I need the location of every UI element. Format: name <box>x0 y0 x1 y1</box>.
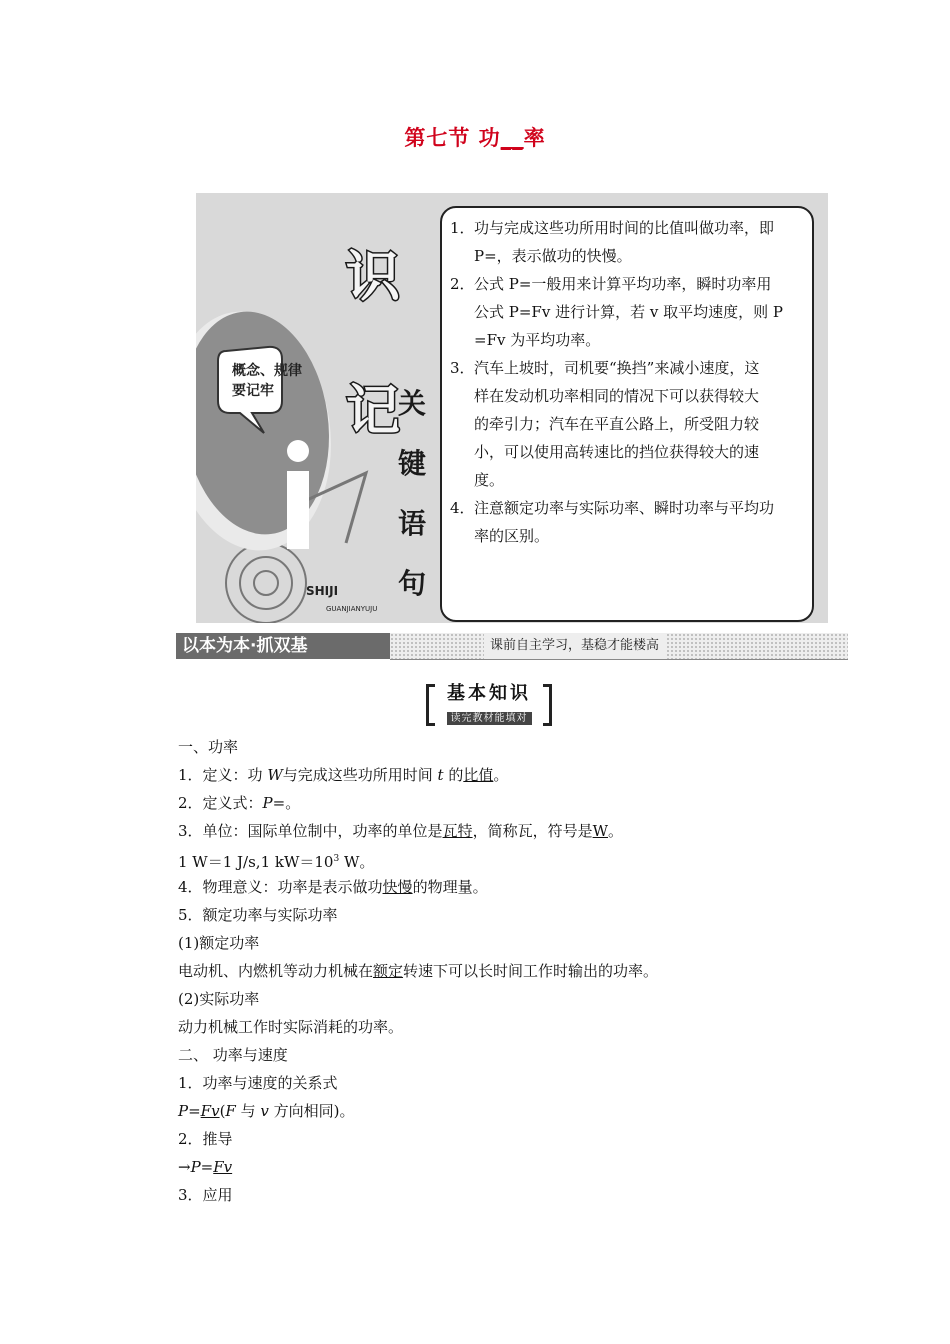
answer-Fv <box>213 1158 232 1176</box>
badge-left-bracket <box>426 684 435 726</box>
big-char-1: 识 <box>346 245 400 308</box>
key-item-line: 率的区别。 <box>474 527 550 545</box>
logo-subtext: GUANJIANYUJU <box>326 605 378 613</box>
relation-formula <box>178 1097 818 1125</box>
key-item-line: 公式 P=Fv 进行计算，若 v 取平均速度，则 P <box>474 303 783 321</box>
unit-line <box>178 817 818 845</box>
target-ring-inner <box>254 571 278 595</box>
title-rest: 率 <box>523 126 546 150</box>
key-sentences-box <box>440 206 814 622</box>
text: 与 <box>235 1102 261 1120</box>
key-item <box>450 214 804 270</box>
key-item-line: P=，表示做功的快慢。 <box>474 247 632 265</box>
bubble-text-1: 概念、规律 <box>232 363 302 379</box>
title-main: 第七节 功 <box>404 126 501 150</box>
section-bar-title: 以本为本·抓双基 <box>176 633 390 659</box>
exponent: 3 <box>333 854 340 864</box>
key-item-number: 3． <box>450 359 475 377</box>
answer-ratio: 比值 <box>463 766 494 784</box>
var-Fv: Fv <box>200 1102 220 1120</box>
key-item-number: 2． <box>450 275 475 293</box>
key-item-line: =Fv 为平均功率。 <box>474 331 601 349</box>
text: 2．定义式： <box>178 794 263 812</box>
key-item-text <box>474 214 804 270</box>
actual-power-text: 动力机械工作时实际消耗的功率。 <box>178 1018 404 1036</box>
key-item-line: 的牵引力；汽车在平直公路上，所受阻力较 <box>474 415 760 433</box>
answer-W: W <box>592 822 608 840</box>
text: ( <box>219 1102 226 1120</box>
relation-heading: 1．功率与速度的关系式 <box>178 1074 338 1092</box>
side-char-4: 句 <box>398 567 427 600</box>
key-item-line: 小，可以使用高转速比的挡位获得较大的速 <box>474 443 760 461</box>
section-bar-strip <box>390 633 848 660</box>
title-underscore: __ <box>500 126 524 150</box>
heading-power-speed: 二、 功率与速度 <box>178 1046 288 1064</box>
rated-power-text <box>178 957 818 985</box>
var-v: v <box>260 1102 269 1120</box>
section-bar-slogan: 课前自主学习，基稳才能楼高 <box>484 633 665 659</box>
var-Fv: Fv <box>213 1158 233 1176</box>
basic-knowledge-badge <box>426 682 552 722</box>
text: = <box>188 1102 201 1120</box>
text: 的 <box>443 766 464 784</box>
definition-line <box>178 761 818 789</box>
derivation-formula <box>178 1153 818 1181</box>
key-item-text <box>474 270 804 354</box>
rated-actual-heading: 5．额定功率与实际功率 <box>178 906 338 924</box>
key-item-line: 度。 <box>474 471 505 489</box>
text: 与完成这些功所用时间 <box>282 766 438 784</box>
var-P: P <box>178 1102 189 1120</box>
derivation-heading: 2．推导 <box>178 1130 233 1148</box>
big-char-2: 记 <box>346 379 400 442</box>
meaning-line <box>178 873 818 901</box>
text: 3．单位：国际单位制中，功率的单位是 <box>178 822 443 840</box>
text: =。 <box>272 794 301 812</box>
key-item-text <box>474 494 804 550</box>
text: 转速下可以长时间工作时输出的功率。 <box>403 962 659 980</box>
text: 电动机、内燃机等动力机械在 <box>178 962 374 980</box>
text: 方向相同)。 <box>268 1102 355 1120</box>
logo-text: SHIJI <box>306 584 339 598</box>
target-ring-outer <box>226 543 306 623</box>
text: = <box>200 1158 214 1176</box>
heading-power: 一、功率 <box>178 738 239 756</box>
text: 1 W＝1 J/s,1 kW＝10 <box>178 853 334 871</box>
var-F: F <box>225 1102 236 1120</box>
key-item-line: 公式 P=一般用来计算平均功率，瞬时功率用 <box>474 275 772 293</box>
key-item-line: 汽车上坡时，司机要“换挡”来减小速度，这 <box>474 359 760 377</box>
var-W: W <box>267 766 283 784</box>
text: 4．物理意义：功率是表示做功 <box>178 878 383 896</box>
key-item-line: 注意额定功率与实际功率、瞬时功率与平均功 <box>474 499 775 517</box>
var-P: P <box>262 794 273 812</box>
text: 1．定义：功 <box>178 766 268 784</box>
side-char-2: 键 <box>398 447 427 480</box>
formula-line <box>178 789 818 817</box>
answer-watt: 瓦特 <box>442 822 473 840</box>
text: W。 <box>339 853 375 871</box>
actual-power-heading: (2)实际功率 <box>178 990 260 1008</box>
text: 。 <box>493 766 509 784</box>
answer-speed: 快慢 <box>382 878 413 896</box>
rated-power-heading: (1)额定功率 <box>178 934 260 952</box>
key-item-line: 功与完成这些功所用时间的比值叫做功率，即 <box>474 219 775 237</box>
knowledge-content <box>178 733 818 1209</box>
key-item-line: 样在发动机功率相同的情况下可以获得较大 <box>474 387 760 405</box>
key-item-text <box>474 354 804 494</box>
key-item <box>450 494 804 550</box>
bubble-text-2: 要记牢 <box>232 383 274 399</box>
page-title <box>0 122 950 152</box>
answer-Fv <box>201 1102 220 1120</box>
badge-subtitle: 读完教材能填对 <box>447 712 532 725</box>
application-heading: 3．应用 <box>178 1186 233 1204</box>
var-P: P <box>190 1158 201 1176</box>
key-item-number: 4． <box>450 499 475 517</box>
key-item-number: 1． <box>450 219 475 237</box>
info-bar <box>287 471 309 549</box>
side-char-1: 关 <box>398 387 427 420</box>
key-item <box>450 270 804 354</box>
badge-title: 基本知识 <box>447 683 531 704</box>
text: ，简称瓦，符号是 <box>472 822 593 840</box>
var-t: t <box>437 766 444 784</box>
side-char-3: 语 <box>398 507 427 540</box>
text: 。 <box>608 822 624 840</box>
badge-right-bracket <box>543 684 552 726</box>
answer-rated: 额定 <box>373 962 404 980</box>
target-ring-mid <box>240 557 292 609</box>
arrow: → <box>178 1158 191 1176</box>
section-bar <box>176 633 848 659</box>
key-item <box>450 354 804 494</box>
text: 的物理量。 <box>412 878 488 896</box>
unit-conversion-line <box>178 845 818 873</box>
info-dot <box>287 440 309 462</box>
oval-face <box>196 302 343 544</box>
